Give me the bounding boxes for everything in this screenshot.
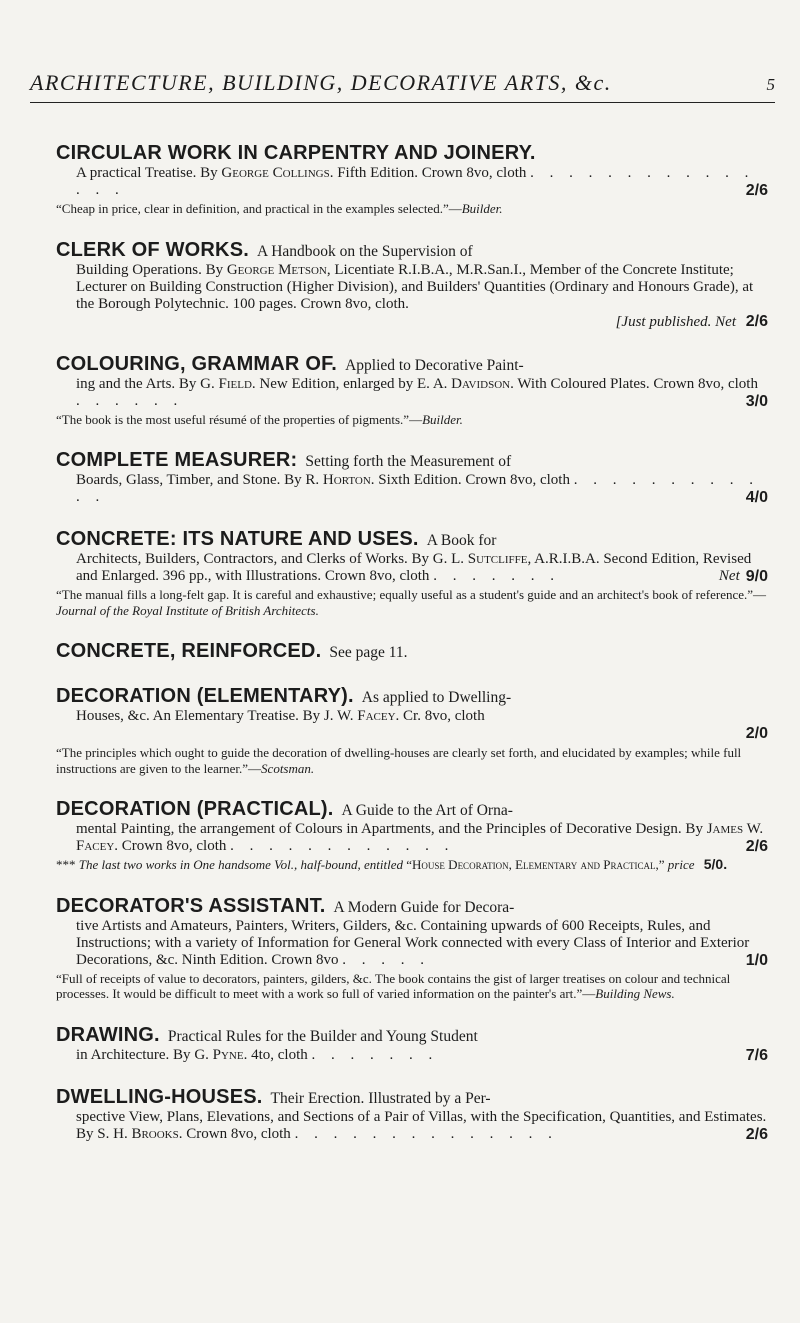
catalogue-list: [56, 142, 768, 1165]
price: 2/0: [745, 725, 768, 742]
catalogue-entry: COLOURING, GRAMMAR OF. Applied to Decorative Paint- ing and the Arts. By G. Field. New Edition, enlarged by E. A. Davidson. With Coloured Plates. Crown 8vo, cloth . . . . . . 3/0 “The book is the most useful résumé of the properties of pigments.”—Builder.: [56, 352, 768, 427]
catalogue-entry: CIRCULAR WORK IN CARPENTRY AND JOINERY. A practical Treatise. By George Collings. Fifth Edition. Crown 8vo, cloth . . . . . . . . . . . . . . . 2/6 “Cheap in price, clear in definition, and practical in the examples selected.”—Builder.: [56, 142, 768, 216]
running-title: ARCHITECTURE, BUILDING, DECORATIVE ARTS, &c.: [30, 70, 612, 95]
author: G. Field: [200, 375, 252, 392]
catalogue-entry: DECORATOR'S ASSISTANT. A Modern Guide for Decora- tive Artists and Amateurs, Painters, Writers, Gilders, &c. Containing upwards of 600 Receipts, Rules, and Instructions; with a variety of Information for General Work connected with every Class of Interior and Exterior Decorations, &c. Ninth Edition. Crown 8vo . . . . . 1/0 “Full of receipts of value to decorators, painters, gilders, &c. The book contains the gist of larger treatises on colour and technical processes. It would be difficult to meet with a work so full of varied information on the painter's art.”—Building News.: [56, 894, 768, 1001]
review-quote: “Full of receipts of value to decorators, painters, gilders, &c. The book contains the gist of larger treatises on colour and technical processes. It would be difficult to meet with a work so full of varied information on the painter's art.”—Building News.: [56, 970, 731, 1001]
price: 2/6: [745, 1125, 768, 1143]
entry-title: COLOURING, GRAMMAR OF.: [56, 352, 338, 375]
entry-title: COMPLETE MEASURER:: [56, 449, 298, 471]
catalogue-entry: DECORATION (PRACTICAL). A Guide to the Art of Orna- mental Painting, the arrangement of Colours in Apartments, and the Principles of Decorative Design. By James W. Facey. Crown 8vo, cloth . . . . . . . . . . . . 2/6 *** The last two works in One handsome Vol., half-bound, entitled “House Decoration, Elementary and Practical,” price 5/0.: [56, 798, 768, 872]
status-note: Net: [718, 568, 740, 584]
cross-reference: See page 11.: [329, 644, 408, 661]
entry-title: CONCRETE, REINFORCED.: [56, 640, 322, 662]
catalogue-entry: DRAWING. Practical Rules for the Builder and Young Student in Architecture. By G. Pyne. 4to, cloth . . . . . . . 7/6: [56, 1023, 768, 1064]
price: 1/0: [745, 951, 768, 969]
price: 2/6: [745, 838, 768, 855]
catalogue-entry: DWELLING-HOUSES. Their Erection. Illustrated by a Per- spective View, Plans, Elevations, and Sections of a Pair of Villas, with the Specification, Quantities, and Estimates. By S. H. Brooks. Crown 8vo, cloth . . . . . . . . . . . . . . 2/6: [56, 1085, 768, 1143]
price: 4/0: [745, 489, 768, 506]
entry-title: CONCRETE: ITS NATURE AND USES.: [56, 528, 419, 550]
price: 9/0: [745, 568, 768, 585]
catalogue-entry: COMPLETE MEASURER: Setting forth the Measurement of Boards, Glass, Timber, and Stone. By R. Horton. Sixth Edition. Crown 8vo, cloth . . . . . . . . . . . . 4/0: [56, 449, 768, 506]
author: G. Pyne: [194, 1046, 244, 1063]
running-header: [30, 70, 775, 103]
review-quote: “The principles which ought to guide the decoration of dwelling-houses are clearly set forth, and elucidated by examples; while full instructions are given to the learner.”—Scotsman.: [56, 745, 742, 776]
price: 7/6: [745, 1046, 768, 1064]
author: George Collings: [221, 165, 330, 181]
price: 3/0: [745, 392, 768, 410]
author: James W. Facey: [76, 821, 764, 854]
author: George Metson: [226, 261, 327, 278]
catalogue-entry: CONCRETE: ITS NATURE AND USES. A Book for Architects, Builders, Contractors, and Clerks of Works. By G. L. Sutcliffe, A.R.I.B.A. Second Edition, Revised and Enlarged. 396 pp., with Illustrations. Crown 8vo, cloth . . . . . . . 9/0 Net “The manual fills a long-felt gap. It is careful and exhaustive; equally useful as a student's guide and an architect's book of reference.”—Journal of the Royal Institute of British Architects.: [56, 528, 768, 618]
entry-title: CIRCULAR WORK IN CARPENTRY AND JOINERY.: [56, 142, 536, 164]
catalogue-entry: [56, 640, 768, 663]
review-quote: “The manual fills a long-felt gap. It is careful and exhaustive; equally useful as a student's guide and an architect's book of reference.”—Journal of the Royal Institute of British Architects.: [56, 587, 767, 618]
catalogue-entry: CLERK OF WORKS. A Handbook on the Supervision of Building Operations. By George Metson, Licentiate R.I.B.A., M.R.San.I., Member of the Concrete Institute; Lecturer on Building Construction (Higher Division), and Builders' Quantities (Ordinary and Honours Grade), at the Borough Polytechnic. 100 pages. Crown 8vo, cloth. [Just published. Net 2/6: [56, 238, 768, 330]
entry-title: DECORATOR'S ASSISTANT.: [56, 894, 326, 917]
entry-title: CLERK OF WORKS.: [56, 238, 249, 261]
review-quote: “The book is the most useful résumé of the properties of pigments.”—Builder.: [56, 411, 463, 427]
price: 2/6: [745, 182, 768, 199]
author: E. A. Davidson: [417, 375, 511, 392]
catalogue-entry: DECORATION (ELEMENTARY). As applied to Dwelling- Houses, &c. An Elementary Treatise. By J. W. Facey. Cr. 8vo, cloth 2/0 “The principles which ought to guide the decoration of dwelling-houses are clearly set forth, and elucidated by examples; while full instructions are given to the learner.”—Scotsman.: [56, 685, 768, 776]
author: G. L. Sutcliffe: [432, 551, 528, 567]
combined-volume-note: *** The last two works in One handsome Vol., half-bound, entitled “House Decoration, Elementary and Practical,” price 5/0.: [56, 856, 728, 872]
entry-title: DRAWING.: [56, 1023, 160, 1046]
review-quote: “Cheap in price, clear in definition, and practical in the examples selected.”—Builder.: [56, 201, 503, 216]
price: 2/6: [745, 312, 768, 330]
status-note: [Just published. Net: [615, 313, 736, 330]
author: J. W. Facey: [323, 708, 396, 724]
entry-title: DWELLING-HOUSES.: [56, 1085, 263, 1108]
author: S. H. Brooks: [97, 1125, 179, 1142]
page-number: 5: [766, 75, 775, 94]
author: R. Horton: [305, 472, 371, 488]
entry-title: DECORATION (ELEMENTARY).: [56, 685, 354, 707]
entry-title: DECORATION (PRACTICAL).: [56, 798, 334, 820]
